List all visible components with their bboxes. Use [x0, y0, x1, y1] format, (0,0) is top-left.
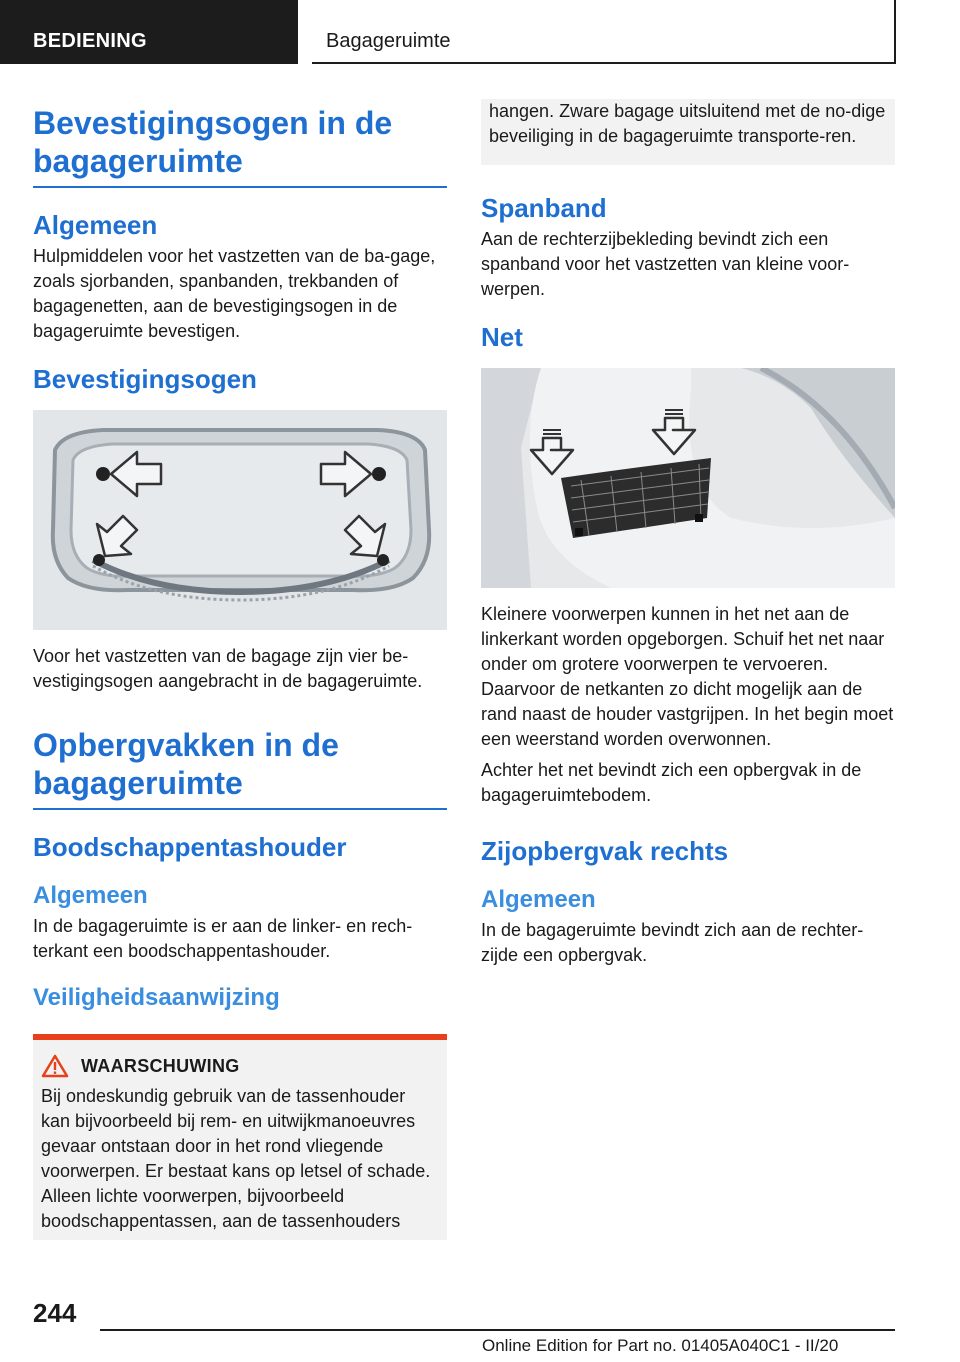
paragraph-spanband: Aan de rechterzijbekleding bevindt zich een spanband voor het vastzetten van kleine voor‐werpen.: [481, 229, 850, 299]
header-chapter-tab: [312, 0, 896, 64]
heading-algemeen: Algemeen: [33, 210, 158, 240]
warning-text: Bij ondeskundig gebruik van de tassenhouder kan bijvoorbeeld bij rem- en uitwijkmanoeuvres gevaar ontstaan door in het rond vliegende voorwerpen. Er bestaat kans op letsel of schade. Alleen lichte voorwerpen, bijvoorbeeld boodschappentassen, aan de tassenhouders: [41, 1086, 431, 1231]
warning-triangle-icon: [41, 1054, 69, 1078]
heading-zijopbergvak: Zijopbergvak rechts: [481, 836, 729, 866]
paragraph-zijopbergvak: In de bagageruimte bevindt zich aan de rechter‐zijde een opbergvak.: [481, 920, 864, 965]
heading-opbergvakken: Opbergvakken in de bagageruimte: [33, 722, 447, 810]
warning-title: WAARSCHUWING: [81, 1055, 240, 1076]
heading-net: Net: [481, 322, 523, 352]
warning-text-continued: hangen. Zware bagage uitsluitend met de no‐dige beveiliging in de bagageruimte transporte‐ren.: [489, 101, 886, 146]
footer-divider: [100, 1329, 895, 1331]
paragraph-net-2: Achter het net bevindt zich een opbergvak in de bagageruimtebodem.: [481, 760, 862, 805]
warning-box-continued: [481, 99, 895, 165]
heading-bevestigingsogen: Bevestigingsogen: [33, 364, 257, 394]
heading-boodschappentashouder: Boodschappentashouder: [33, 832, 347, 862]
subheading-algemeen: Algemeen: [33, 882, 148, 909]
footer-edition: Online Edition for Part no. 01405A040C1 - II/20: [482, 1336, 839, 1355]
heading-spanband: Spanband: [481, 193, 607, 223]
header-section-tab: [0, 0, 298, 64]
left-column: [33, 100, 447, 1240]
header-chapter-label: Bagageruimte: [326, 30, 451, 52]
trunk-net-image: [481, 368, 895, 588]
warning-box: [33, 1034, 447, 1240]
subheading-algemeen-right: Algemeen: [481, 886, 596, 913]
paragraph-net-1: Kleinere voorwerpen kunnen in het net aan de linkerkant worden opgeborgen. Schuif het net naar onder om grotere voorwerpen te vervoeren. Daarvoor de netkanten zo dicht mogelijk aan de rand naast de houder vastgrijpen. In het begin moet een weerstand worden overwonnen.: [481, 604, 894, 749]
paragraph-algemeen: Hulpmiddelen voor het vastzetten van de ba‐gage, zoals sjorbanden, spanbanden, trekbanden of bagagenetten, aan de bevestigingsogen in de bagageruimte bevestigen.: [33, 246, 436, 341]
header-section-label: BEDIENING: [33, 30, 147, 52]
subheading-veiligheidsaanwijzing: Veiligheidsaanwijzing: [33, 984, 280, 1011]
paragraph-boodschappentashouder: In de bagageruimte is er aan de linker- en rech‐terkant een boodschappentashouder.: [33, 916, 413, 961]
page-number: 244: [33, 1298, 77, 1328]
heading-bevestigingsogen-bagageruimte: Bevestigingsogen in de bagageruimte: [33, 100, 447, 188]
trunk-tie-down-eyes-image: [33, 410, 447, 630]
paragraph-bevestigingsogen: Voor het vastzetten van de bagage zijn vier be‐vestigingsogen aangebracht in de bagageruimte.: [33, 646, 423, 691]
right-column: [481, 100, 895, 968]
